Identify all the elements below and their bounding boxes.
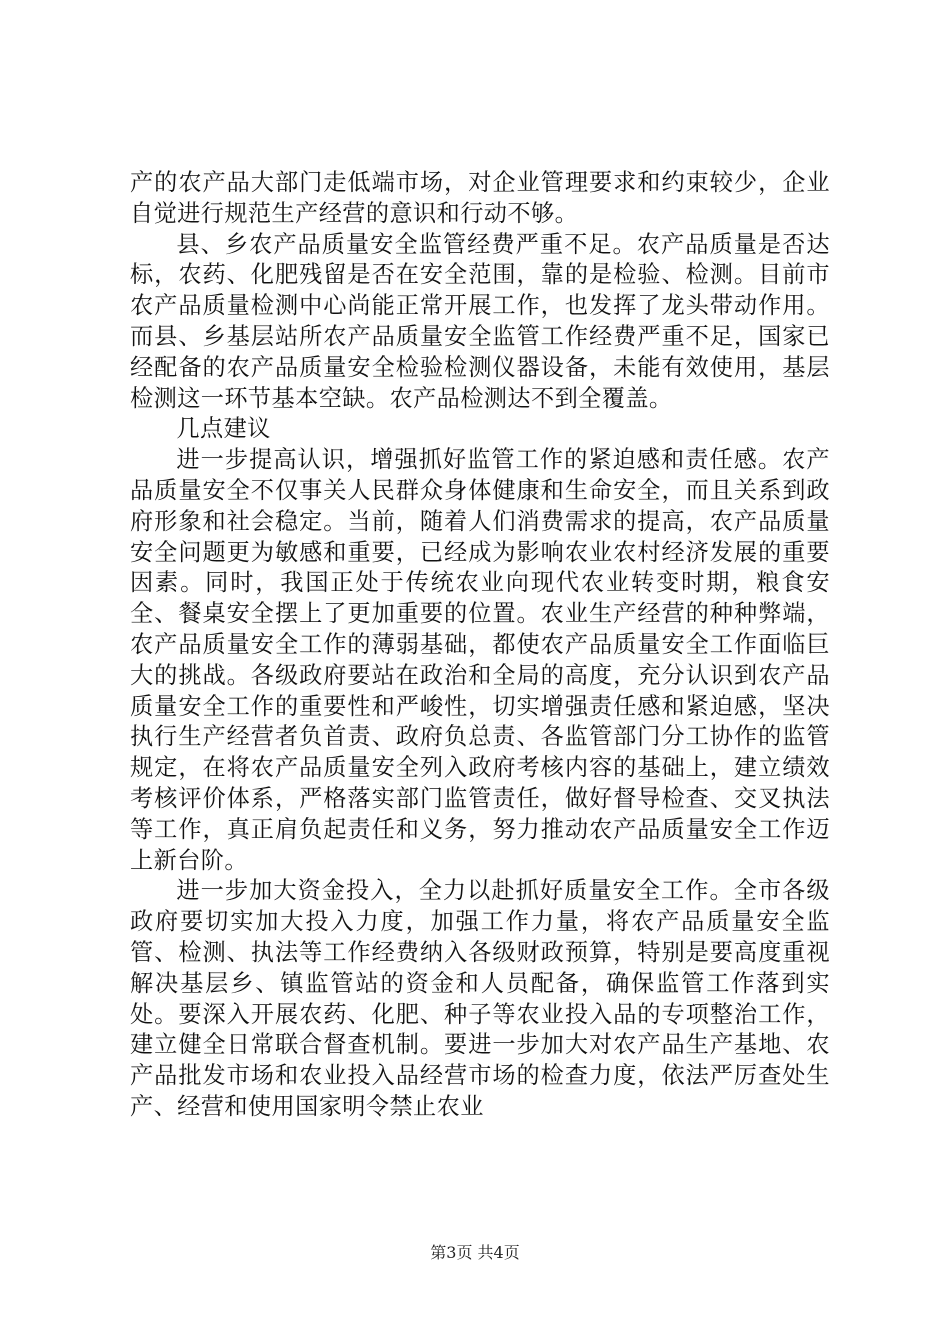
paragraph-2: 县、乡农产品质量安全监管经费严重不足。农产品质量是否达标，农药、化肥残留是否在安全范围，靠的是检验、检测。目前市农产品质量检测中心尚能正常开展工作，也发挥了龙头带动作用。而县、乡基层站所农产品质量安全监管工作经费严重不足，国家已经配备的农产品质量安全检验检测仪器设备，未能有效使用，基层检测这一环节基本空缺。农产品检测达不到全覆盖。 [130,230,830,412]
section-heading: 几点建议 [176,415,271,443]
document-body [130,168,830,1123]
page-footer: 第3页 共4页 [430,1243,520,1262]
paragraph-1: 产的农产品大部门走低端市场，对企业管理要求和约束较少，企业自觉进行规范生产经营的意识和行动不够。 [130,169,830,227]
paragraph-3: 进一步提高认识，增强抓好监管工作的紧迫感和责任感。农产品质量安全不仅事关人民群众身体健康和生命安全，而且关系到政府形象和社会稳定。当前，随着人们消费需求的提高，农产品质量安全问题更为敏感和重要，已经成为影响农业农村经济发展的重要因素。同时，我国正处于传统农业向现代农业转变时期，粮食安全、餐桌安全摆上了更加重要的位置。农业生产经营的种种弊端，农产品质量安全工作的薄弱基础，都使农产品质量安全工作面临巨大的挑战。各级政府要站在政治和全局的高度，充分认识到农产品质量安全工作的重要性和严峻性，切实增强责任感和紧迫感，坚决执行生产经营者负首责、政府负总责、各监管部门分工协作的监管规定，在将农产品质量安全列入政府考核内容的基础上，建立绩效考核评价体系，严格落实部门监管责任，做好督导检查、交叉执法等工作，真正肩负起责任和义务，努力推动农产品质量安全工作迈上新台阶。 [130,446,830,874]
paragraph-4: 进一步加大资金投入，全力以赴抓好质量安全工作。全市各级政府要切实加大投入力度，加强工作力量，将农产品质量安全监管、检测、执法等工作经费纳入各级财政预算，特别是要高度重视解决基层乡、镇监管站的资金和人员配备，确保监管工作落到实处。要深入开展农药、化肥、种子等农业投入品的专项整治工作，建立健全日常联合督查机制。要进一步加大对农产品生产基地、农产品批发市场和农业投入品经营市场的检查力度，依法严厉查处生产、经营和使用国家明令禁止农业 [130,877,830,1120]
